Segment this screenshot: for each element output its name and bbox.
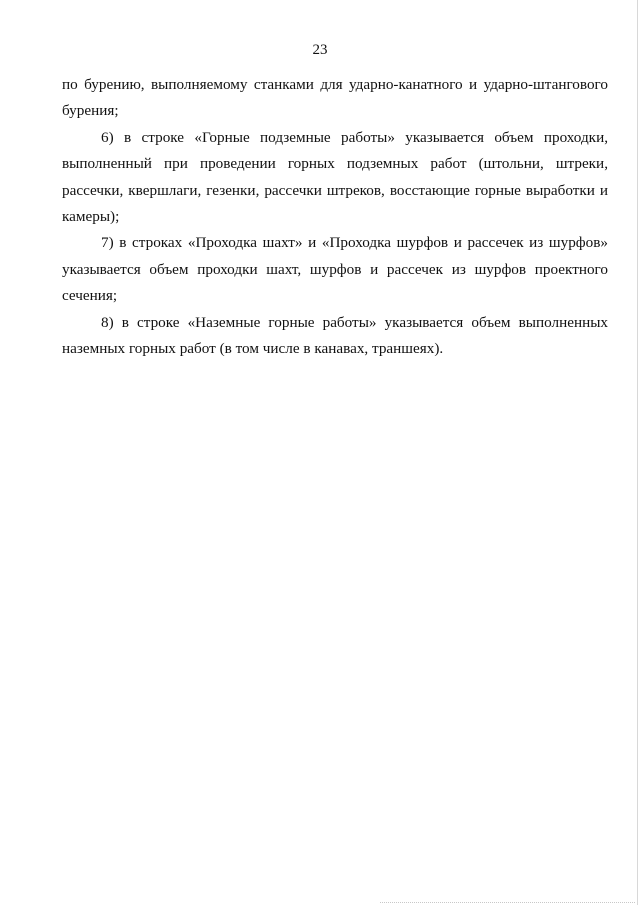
text-line: выполненный при проведении горных подземных работ (штольни, штреки,	[62, 155, 608, 173]
scan-edge-right	[637, 0, 638, 905]
page-number: 23	[312, 42, 328, 58]
text-line: наземных горных работ (в том числе в канавах, траншеях).	[62, 339, 444, 357]
body-text	[62, 72, 608, 362]
text-line: камеры);	[62, 207, 120, 225]
scan-edge-bottom	[380, 901, 635, 903]
text-line: 8) в строке «Наземные горные работы» указывается объем выполненных	[101, 313, 608, 331]
text-line: 7) в строках «Проходка шахт» и «Проходка шурфов и рассечек из шурфов»	[101, 234, 608, 252]
text-line: рассечки, квершлаги, гезенки, рассечки штреков, восстающие горные выработки и	[62, 181, 608, 199]
text-line: бурения;	[62, 102, 119, 120]
text-line: указывается объем проходки шахт, шурфов и рассечек из шурфов проектного	[62, 260, 608, 278]
text-line: по бурению, выполняемому станками для ударно-канатного и ударно-штангового	[62, 76, 608, 93]
text-line: 6) в строке «Горные подземные работы» указывается объем проходки,	[101, 128, 608, 146]
text-line: сечения;	[62, 287, 118, 305]
